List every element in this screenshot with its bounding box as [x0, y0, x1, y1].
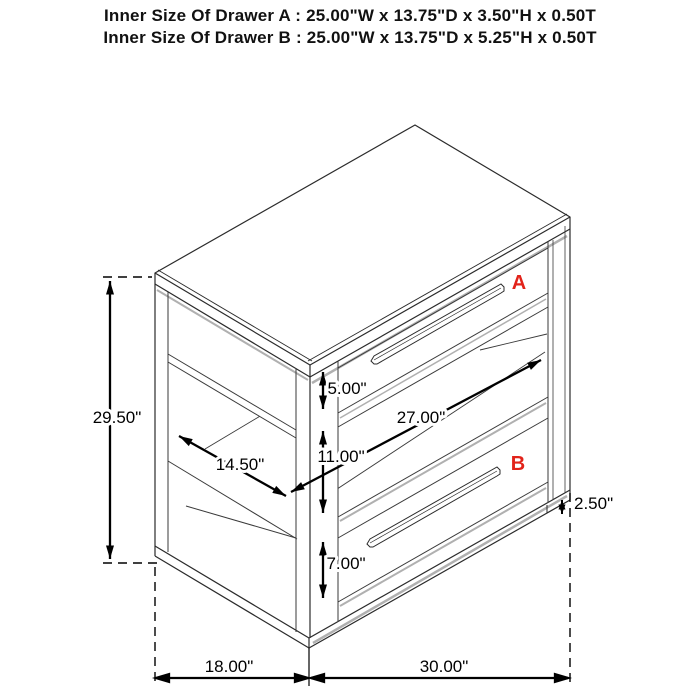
dimension-labels — [93, 379, 613, 676]
height-dimension-label: 29.50" — [92, 408, 142, 427]
extension-lines — [103, 277, 570, 686]
base-height-dimension-label: 2.50" — [574, 494, 614, 513]
drawer-a-inner-size-text: Inner Size Of Drawer A : 25.00"W x 13.75"D x 3.50"H x 0.50T — [103, 6, 597, 25]
shadow-accent-lines — [157, 236, 567, 643]
drawer-a-label: A — [511, 272, 527, 294]
inner-width-dimension-label: 27.00" — [396, 408, 446, 427]
dimension-lines — [110, 281, 568, 682]
width-dimension-label: 30.00" — [419, 657, 469, 676]
drawer-b-inner-size-text: Inner Size Of Drawer B : 25.00"W x 13.75"D x 5.25"H x 0.50T — [103, 28, 597, 47]
drawer-a-height-dimension-label: 5.00" — [327, 379, 367, 398]
opening-height-dimension-label: 11.00" — [317, 447, 365, 466]
drawer-b-height-dimension-label: 7.00" — [326, 554, 366, 573]
drawer-b-label: B — [510, 453, 526, 475]
shelf-depth-dimension-label: 14.50" — [215, 455, 265, 474]
depth-dimension-label: 18.00" — [204, 657, 254, 676]
